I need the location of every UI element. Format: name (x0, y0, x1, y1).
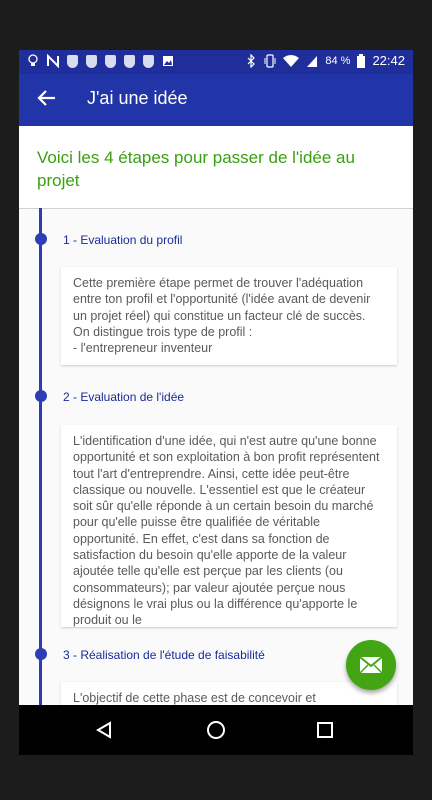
bulb-icon (27, 54, 39, 68)
nav-back-icon[interactable] (95, 721, 113, 739)
mail-fab-button[interactable] (346, 640, 396, 690)
step-title[interactable]: 2 - Evaluation de l'idée (63, 390, 185, 404)
battery-icon (357, 54, 365, 68)
timeline-dot (35, 390, 47, 402)
step-card[interactable] (61, 682, 397, 705)
step-card[interactable] (61, 267, 397, 365)
signal-icon (306, 54, 318, 68)
step-title[interactable]: 3 - Réalisation de l'étude de faisabilité (63, 648, 265, 662)
shield-icon (67, 55, 78, 68)
nav-home-icon[interactable] (206, 720, 226, 740)
step-card[interactable] (61, 425, 397, 627)
timeline-dot (35, 648, 47, 660)
intro-text: Voici les 4 étapes pour passer de l'idée au projet (37, 148, 355, 190)
status-bar (19, 50, 413, 74)
shield-icon (124, 55, 135, 68)
mail-icon (359, 655, 383, 675)
arrow-back-icon[interactable] (35, 86, 59, 110)
step-body: Cette première étape permet de trouver l'adéquation entre ton profil et l'opportunité (l'idée avant de devenir un projet réel) qui constitue un facteur clé de succès. On distingue trois type de profil : - l'entrepreneur inventeur (73, 276, 371, 356)
shield-icon (86, 55, 97, 68)
image-icon (162, 54, 174, 68)
vibrate-icon (264, 54, 276, 68)
intro-header (19, 126, 413, 209)
battery-percent: 84 % (325, 54, 351, 67)
n-logo-icon (47, 54, 59, 68)
timeline-dot (35, 233, 47, 245)
nav-recents-icon[interactable] (316, 721, 334, 739)
navigation-bar (19, 705, 413, 755)
step-title[interactable]: 1 - Evaluation du profil (63, 233, 183, 247)
shield-icon (105, 55, 116, 68)
step-body: L'objectif de cette phase est de concevoir et (73, 691, 316, 705)
wifi-icon (283, 54, 299, 68)
bluetooth-icon (245, 54, 257, 68)
step-body: L'identification d'une idée, qui n'est autre qu'une bonne opportunité et son exploitation à bon profit représentent tout l'art d'entreprendre. Ainsi, cette idée peut-être classique ou nouvelle. L'essentiel est que le créateur soit sûr qu'elle réponde à un certain besoin du marché pour qu'elle puisse être qualifiée de véritable opportunité. En effet, c'est dans sa fonction de satisfaction du besoin qu'elle apporte de la valeur ajoutée telle qu'elle est perçue par les clients (ou consommateurs); par valeur ajoutée perçue nous désignons le vrai plus ou la différence qu'apporte le produit ou le (73, 434, 380, 627)
shield-icon (143, 55, 154, 68)
clock: 22:42 (372, 53, 405, 68)
screen (19, 50, 413, 705)
app-bar (19, 74, 413, 126)
app-title: J'ai une idée (87, 88, 188, 108)
timeline-line (39, 208, 42, 705)
